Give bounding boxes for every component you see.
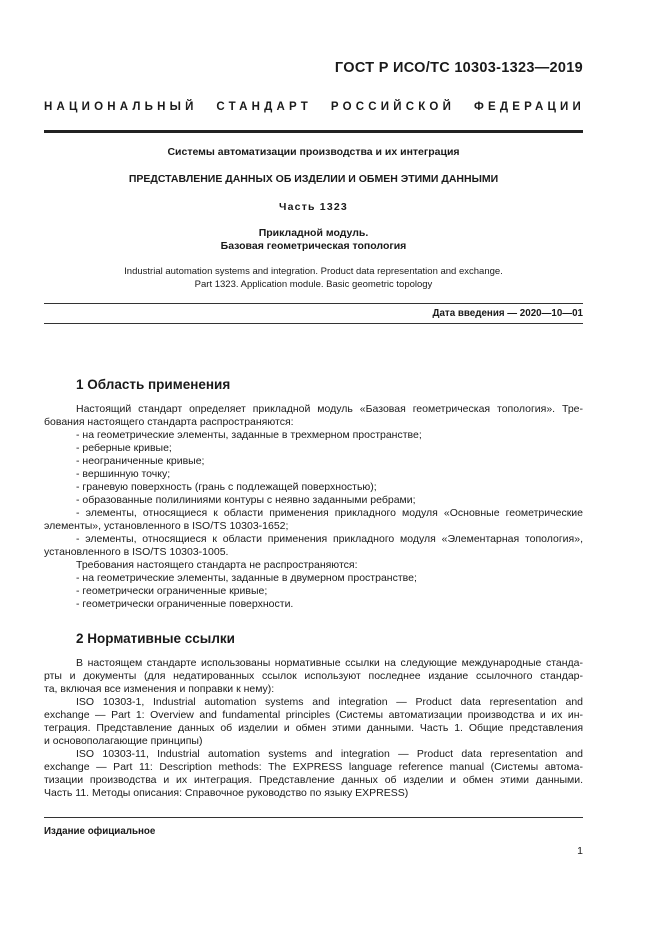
list-item: - геометрически ограниченные поверхности. (76, 598, 294, 610)
module-title (44, 227, 583, 253)
title-rule (44, 303, 583, 304)
section-1-body (44, 403, 583, 611)
section-1-heading: 1 Область применения (76, 377, 231, 392)
text-line: элементы», установленного в ISO/TS 10303-1652; (44, 520, 289, 532)
list-item: - геометрически ограниченные кривые; (76, 585, 268, 597)
part-number: Часть 1323 (279, 201, 348, 213)
english-title-line-2: Part 1323. Application module. Basic geometric topology (194, 279, 433, 290)
module-title-line-1: Прикладной модуль. (258, 227, 369, 239)
list-item: - на геометрические элементы, заданные в двумерном пространстве; (76, 572, 417, 584)
text-line: Настоящий стандарт определяет прикладной модуль «Базовая геометрическая топология». Тре- (76, 403, 583, 415)
series-title: Системы автоматизации производства и их интеграция (167, 146, 460, 158)
text-line: установленного в ISO/TS 10303-1005. (44, 546, 229, 558)
list-item: - реберные кривые; (76, 442, 172, 454)
national-standard-title: НАЦИОНАЛЬНЫЙ СТАНДАРТ РОССИЙСКОЙ ФЕДЕРАЦИИ (44, 101, 585, 113)
text-line: та, включая все изменения и поправки к нему): (44, 683, 275, 695)
standard-code: ГОСТ Р ИСО/ТС 10303-1323—2019 (334, 60, 583, 76)
list-item: - образованные полилиниями контуры с неявно заданными ребрами; (76, 494, 416, 506)
footer-rule (44, 817, 583, 818)
english-title-line-1: Industrial automation systems and integration. Product data representation and exchange. (124, 266, 503, 277)
module-title-line-2: Базовая геометрическая топология (220, 240, 407, 252)
text-line: Требования настоящего стандарта не распространяются: (76, 559, 358, 571)
list-item: - вершинную точку; (76, 468, 171, 480)
list-item: - элементы, относящиеся к области применения прикладного модуля «Основные геометрические (76, 507, 583, 519)
reference-line: exchange — Part 1: Overview and fundamental principles (Системы автоматизации производства и их ин- (44, 709, 583, 721)
text-line: бования настоящего стандарта распространяются: (44, 416, 294, 428)
reference-line: Часть 11. Методы описания: Справочное руководство по языку EXPRESS) (44, 787, 409, 799)
list-item: - на геометрические элементы, заданные в трехмерном пространстве; (76, 429, 422, 441)
reference-line: тизации производства и их интеграция. Представление данных об изделии и обмен этими данными. (44, 774, 583, 786)
date-rule (44, 323, 583, 324)
introduction-date: Дата введения — 2020—10—01 (432, 308, 583, 319)
list-item: - неограниченные кривые; (76, 455, 205, 467)
page-number: 1 (577, 845, 583, 857)
reference-line: ISO 10303-1, Industrial automation systems and integration — Product data representation and (76, 696, 583, 708)
section-2-heading: 2 Нормативные ссылки (76, 631, 235, 646)
list-item: - элементы, относящиеся к области применения прикладного модуля «Элементарная топология», (76, 533, 583, 545)
text-line: рты и документы (для недатированных ссылок используют последнее издание ссылочного стандар- (44, 670, 583, 682)
reference-line: теграция. Представление данных об изделии и обмен этими данными. Часть 1. Общие представления (44, 722, 583, 734)
text-line: В настоящем стандарте использованы нормативные ссылки на следующие международные станда- (76, 657, 583, 669)
reference-line: exchange — Part 11: Description methods: The EXPRESS language reference manual (Системы автома- (44, 761, 583, 773)
list-item: - граневую поверхность (грань с подлежащей поверхностью); (76, 481, 377, 493)
section-2-body (44, 657, 583, 800)
header-rule (44, 130, 583, 133)
official-edition-label: Издание официальное (44, 826, 156, 837)
document-title: ПРЕДСТАВЛЕНИЕ ДАННЫХ ОБ ИЗДЕЛИИ И ОБМЕН ЭТИМИ ДАННЫМИ (128, 173, 499, 185)
english-title (44, 265, 583, 291)
reference-line: и основополагающие принципы) (44, 735, 203, 747)
reference-line: ISO 10303-11, Industrial automation systems and integration — Product data representation and (76, 748, 583, 760)
